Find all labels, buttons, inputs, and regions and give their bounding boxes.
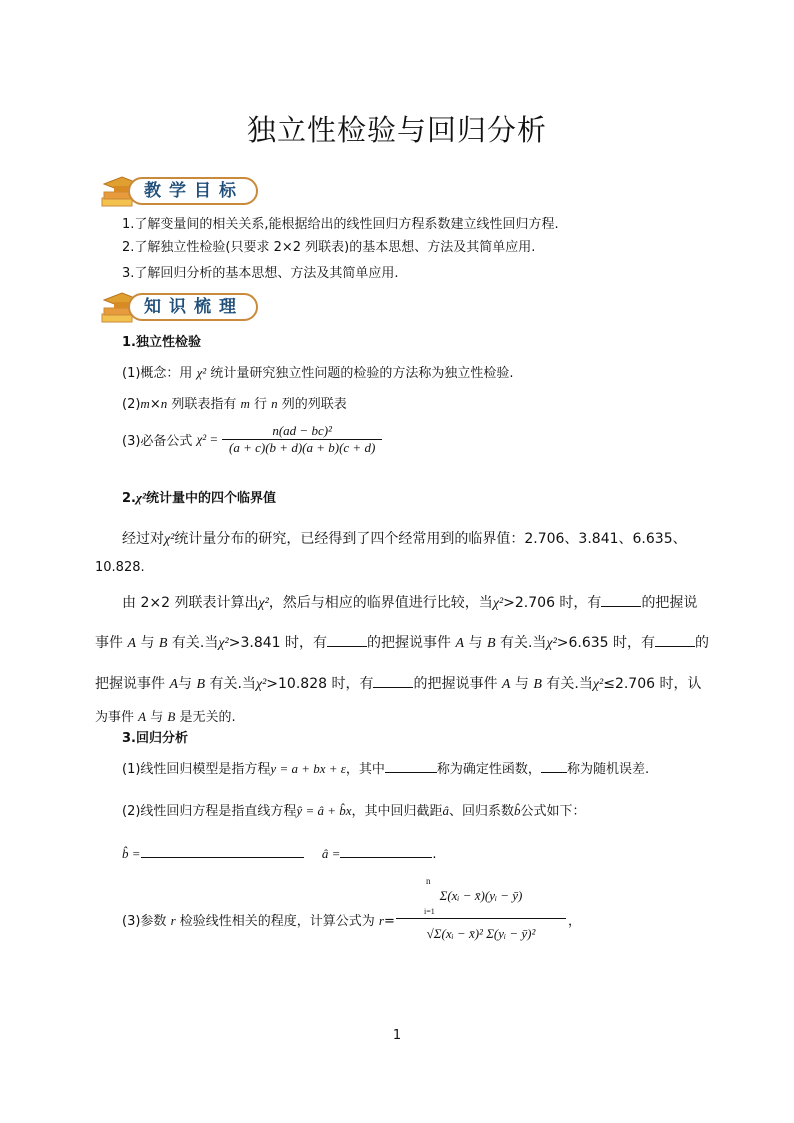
- heading-critical-values: 2.χ²统计量中的四个临界值: [122, 490, 276, 506]
- linear-model-paragraph: (1)线性回归模型是指方程y = a + bx + ε，其中 称为确定性函数， 称为随机误差.: [122, 758, 649, 777]
- critical-values-continued: 10.828.: [95, 560, 145, 575]
- formula-numerator: Σ(xᵢ − x̄)(yᵢ − ȳ): [439, 888, 523, 903]
- contingency-table-paragraph: (2)m×n 列联表指有 m 行 n 列的列联表: [122, 396, 347, 412]
- comparison-line-3: 把握说事件 A与 B 有关.当χ²>10.828 时，有 的把握说事件 A 与 B 有关.当χ²≤2.706 时，认: [95, 673, 701, 693]
- banner-label: 知识梳理: [144, 297, 244, 317]
- goal-item-2: 2.了解独立性检验(只要求 2×2 列联表)的基本思想、方法及其简单应用.: [122, 240, 536, 255]
- formula-numerator: n(ad − bc)²: [222, 423, 382, 440]
- goal-item-1: 1.了解变量间的相关关系,能根据给出的线性回归方程系数建立线性回归方程.: [122, 217, 559, 232]
- section-banner-teaching-goals: [98, 172, 258, 208]
- critical-values-paragraph: 经过对χ²统计量分布的研究，已经得到了四个经常用到的临界值：2.706、3.841、6.635、: [122, 531, 687, 547]
- fill-blank[interactable]: [541, 758, 567, 773]
- fill-blank[interactable]: [385, 758, 437, 773]
- formula-denominator: √Σ(xᵢ − x̄)² Σ(yᵢ − ȳ)²: [426, 926, 536, 941]
- regression-equation-paragraph: (2)线性回归方程是指直线方程ŷ = â + b̂x，其中回归截距â、回归系数b̂公式如下：: [122, 803, 586, 819]
- chi-square-formula: (3)必备公式 χ² = $\frac{\text{n(ad − bc)²}}{(a + c)(b + d)(a + b)(c + d)}$: [122, 423, 382, 456]
- goal-item-3: 3.了解回归分析的基本思想、方法及其简单应用.: [122, 266, 399, 281]
- fill-blank[interactable]: [601, 592, 641, 607]
- fill-blank[interactable]: [655, 632, 695, 647]
- comparison-line-1: 由 2×2 列联表计算出χ²，然后与相应的临界值进行比较，当χ²>2.706 时，有 的把握说: [122, 592, 697, 612]
- page-number: 1: [392, 1028, 402, 1043]
- comparison-line-2: 事件 A 与 B 有关.当χ²>3.841 时，有 的把握说事件 A 与 B 有关.当χ²>6.635 时，有 的: [95, 632, 709, 652]
- fill-blank[interactable]: [373, 673, 413, 688]
- section-banner-knowledge: [98, 288, 258, 324]
- correlation-coefficient-paragraph: (3)参数 r 检验线性相关的程度，计算公式为 r=: [122, 913, 395, 929]
- page-title: 独立性检验与回归分析: [246, 113, 547, 147]
- heading-independence-test: 1.独立性检验: [122, 335, 201, 350]
- formula-denominator: (a + c)(b + d)(a + b)(c + d): [229, 440, 376, 455]
- b-hat-blank[interactable]: [141, 843, 304, 858]
- concept-paragraph: (1)概念：用 χ² 统计量研究独立性问题的检验的方法称为独立性检验.: [122, 365, 514, 381]
- coefficient-blanks: b̂ = â = .: [122, 843, 436, 862]
- a-hat-blank[interactable]: [340, 843, 432, 858]
- banner-label: 教学目标: [144, 181, 244, 201]
- comparison-line-4: 为事件 A 与 B 是无关的.: [95, 709, 236, 725]
- fill-blank[interactable]: [327, 632, 367, 647]
- heading-regression-analysis: 3.回归分析: [122, 731, 188, 746]
